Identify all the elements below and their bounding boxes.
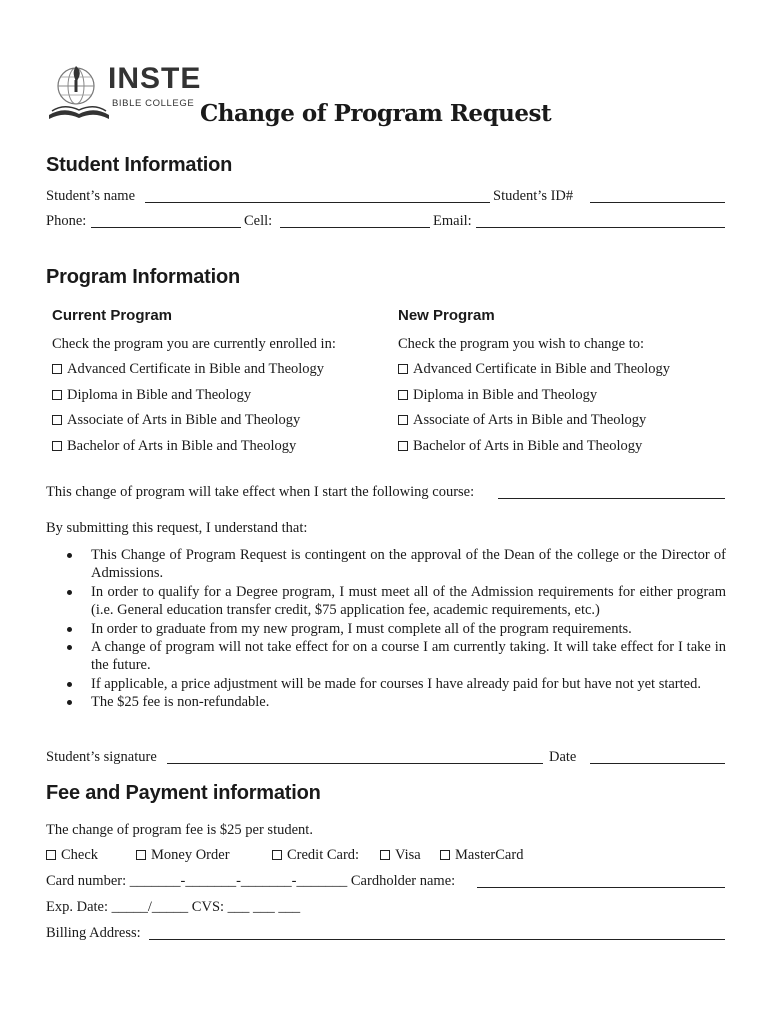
checkbox[interactable] <box>52 390 62 400</box>
email-label: Email: <box>433 213 472 229</box>
cell-field[interactable] <box>280 227 430 228</box>
cvs-field[interactable]: ___ ___ ___ <box>227 899 301 915</box>
billing-address-field[interactable] <box>149 939 725 940</box>
understand-intro: By submitting this request, I understand that: <box>46 520 308 536</box>
checkbox[interactable] <box>398 415 408 425</box>
list-item: This Change of Program Request is contingent on the approval of the Dean of the college or the Director of Admissions. <box>46 546 726 583</box>
date-label: Date <box>549 749 577 765</box>
date-field[interactable] <box>590 763 725 764</box>
logo <box>46 60 206 126</box>
effect-label: This change of program will take effect when I start the following course: <box>46 484 475 500</box>
check-option[interactable]: Check <box>46 846 98 864</box>
checkbox[interactable] <box>272 850 282 860</box>
signature-field[interactable] <box>167 763 543 764</box>
checkbox[interactable] <box>440 850 450 860</box>
checkbox[interactable] <box>398 390 408 400</box>
student-info-heading: Student Information <box>46 154 233 176</box>
new-option[interactable]: Associate of Arts in Bible and Theology <box>398 411 646 429</box>
cell-label: Cell: <box>244 213 273 229</box>
checkbox[interactable] <box>46 850 56 860</box>
list-item: In order to qualify for a Degree program, I must meet all of the Admission requirements for either program (i.e. General education transfer credit, $75 application fee, academic requirements, etc.) <box>46 583 726 620</box>
checkbox[interactable] <box>52 415 62 425</box>
current-option[interactable]: Advanced Certificate in Bible and Theology <box>52 360 324 378</box>
current-option[interactable]: Diploma in Bible and Theology <box>52 386 251 404</box>
billing-label: Billing Address: <box>46 925 141 941</box>
list-item: A change of program will not take effect for on a course I am currently taking. It will take effect for I take in the future. <box>46 638 726 675</box>
terms-list <box>46 546 726 712</box>
current-option[interactable]: Bachelor of Arts in Bible and Theology <box>52 437 296 455</box>
logo-sub: BIBLE COLLEGE <box>112 98 195 109</box>
checkbox[interactable] <box>398 441 408 451</box>
new-program-instruction: Check the program you wish to change to: <box>398 336 645 352</box>
checkbox[interactable] <box>380 850 390 860</box>
cardholder-field[interactable] <box>477 887 725 888</box>
payment-heading: Fee and Payment information <box>46 782 321 804</box>
credit-card-option[interactable]: Credit Card: <box>272 846 359 864</box>
program-info-heading: Program Information <box>46 266 240 288</box>
current-program-heading: Current Program <box>52 307 173 324</box>
phone-label: Phone: <box>46 213 87 229</box>
exp-date-field[interactable]: _____/_____ <box>111 899 189 915</box>
logo-brand: INSTE <box>108 62 202 95</box>
checkbox[interactable] <box>398 364 408 374</box>
new-option[interactable]: Bachelor of Arts in Bible and Theology <box>398 437 642 455</box>
student-name-label: Student’s name <box>46 188 136 204</box>
fee-text: The change of program fee is $25 per student. <box>46 822 313 838</box>
signature-label: Student’s signature <box>46 749 157 765</box>
list-item: The $25 fee is non-refundable. <box>46 693 726 711</box>
money-order-option[interactable]: Money Order <box>136 846 230 864</box>
mastercard-option[interactable]: MasterCard <box>440 846 523 864</box>
new-option[interactable]: Advanced Certificate in Bible and Theology <box>398 360 670 378</box>
email-field[interactable] <box>476 227 725 228</box>
new-option[interactable]: Diploma in Bible and Theology <box>398 386 597 404</box>
current-program-instruction: Check the program you are currently enrolled in: <box>52 336 336 352</box>
card-number-label: Card number: _______-_______-_______-_______ Cardholder name: <box>46 873 456 889</box>
checkbox[interactable] <box>52 364 62 374</box>
exp-row: Exp. Date: _____/_____ CVS: ___ ___ ___ <box>46 899 301 915</box>
student-id-field[interactable] <box>590 202 725 203</box>
student-id-label: Student’s ID# <box>493 188 574 204</box>
list-item: If applicable, a price adjustment will be made for courses I have already paid for but have not yet started. <box>46 675 726 693</box>
checkbox[interactable] <box>52 441 62 451</box>
visa-option[interactable]: Visa <box>380 846 421 864</box>
new-program-heading: New Program <box>398 307 495 324</box>
student-name-field[interactable] <box>145 202 490 203</box>
phone-field[interactable] <box>91 227 241 228</box>
page-title: Change of Program Request <box>200 100 552 127</box>
current-option[interactable]: Associate of Arts in Bible and Theology <box>52 411 300 429</box>
card-number-field[interactable]: _______-_______-_______-_______ <box>129 873 348 889</box>
course-field[interactable] <box>498 498 725 499</box>
checkbox[interactable] <box>136 850 146 860</box>
list-item: In order to graduate from my new program, I must complete all of the program requirements. <box>46 620 726 638</box>
